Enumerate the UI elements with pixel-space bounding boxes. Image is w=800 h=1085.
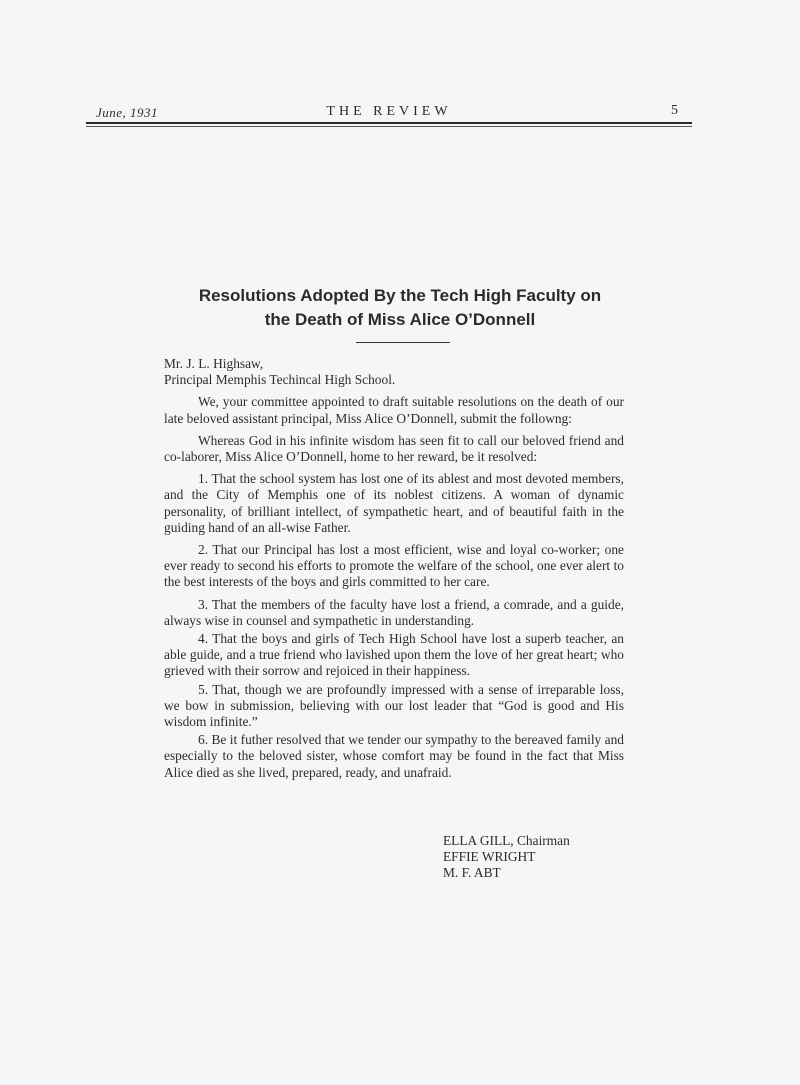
header-rule-thin — [86, 126, 692, 127]
signer-chairman: ELLA GILL, Chairman — [443, 833, 570, 848]
paragraph-intro: We, your committee appointed to draft suitable resolutions on the death of our late beloved assistant principal, Miss Alice O’Donnell, submit the followng: — [164, 394, 624, 426]
paragraph-resolution-5: 5. That, though we are profoundly impressed with a sense of irreparable loss, we bow in submission, believing with our lost leader that “God is good and His wisdom infinite.” — [164, 681, 624, 730]
paragraph-resolution-2: 2. That our Principal has lost a most efficient, wise and loyal co-worker; one ever ready to second his efforts to promote the welfare of the school, one ever alert to the best interests of the boys and girls committed to her care. — [164, 542, 624, 590]
title-divider — [356, 342, 450, 343]
paragraph-resolution-4: 4. That the boys and girls of Tech High School have lost a superb teacher, an able guide, and a true friend who lavished upon them the love of her great heart; who grieved with their sorrow and rejoiced in their happiness. — [164, 631, 624, 679]
signature-block — [443, 833, 643, 881]
title-line-2: the Death of Miss Alice O’Donnell — [264, 310, 536, 329]
paragraph-resolution-3: 3. That the members of the faculty have lost a friend, a comrade, and a guide, always wise in counsel and sympathetic in understanding. — [164, 596, 624, 628]
address-line-2: Principal Memphis Techincal High School. — [164, 372, 396, 388]
paragraph-resolution-1: 1. That the school system has lost one of its ablest and most devoted members, and the City of Memphis one of its noblest citizens. A woman of dynamic personality, of brilliant intellect, of sympathetic heart, and of beautiful faith in the guiding hand of an all-wise Father. — [164, 471, 624, 535]
title-line-1: Resolutions Adopted By the Tech High Faculty on — [198, 286, 602, 305]
signer-2: EFFIE WRIGHT — [443, 849, 536, 864]
address-line-1: Mr. J. L. Highsaw, — [164, 356, 264, 371]
article-body — [164, 356, 624, 781]
publication-name: THE REVIEW — [326, 104, 452, 119]
signer-3: M. F. ABT — [443, 865, 501, 880]
running-header — [86, 103, 692, 123]
issue-date: June, 1931 — [96, 105, 159, 120]
page-number: 5 — [671, 103, 678, 118]
paragraph-resolution-6: 6. Be it futher resolved that we tender our sympathy to the bereaved family and especially to the beloved sister, whose comfort may be found in the fact that Miss Alice died as she lived, prepared, ready, and unafraid. — [164, 732, 624, 780]
paragraph-whereas: Whereas God in his infinite wisdom has seen fit to call our beloved friend and co-laborer, Miss Alice O’Donnell, home to her reward, be it resolved: — [164, 432, 624, 465]
header-rule-thick — [86, 122, 692, 124]
article-title — [100, 284, 700, 332]
